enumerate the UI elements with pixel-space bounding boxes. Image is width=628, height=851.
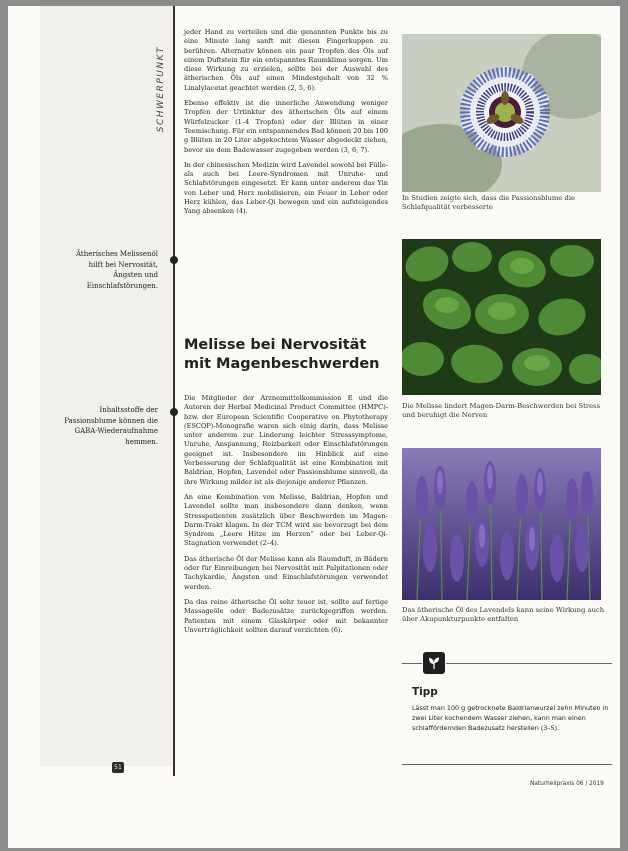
tip-rule-left	[402, 663, 422, 664]
section-label: SCHWERPUNKT	[156, 46, 166, 133]
plant-leaf-icon	[423, 652, 445, 674]
body-column-top	[184, 28, 388, 223]
tip-rule-bottom	[402, 764, 612, 765]
page-number: 51	[112, 762, 124, 773]
body-paragraph: In der chinesischen Medizin wird Lavendel sowohl bei Fülle- als auch bei Leere-Syndromen mit Unruhe- und Schlafstörungen eingesetzt. Er kann unter anderem das Yin von Leber und Herz mobilisieren, ein Feuer in Leber oder Herz kühlen, das Leber-Qi bewegen und ein aufsteigendes Yang absenken (4).	[184, 160, 388, 216]
body-paragraph: An eine Kombination von Melisse, Baldrian, Hopfen und Lavendel sollte man insbesondere dann denken, wenn Stresspatienten zusätzlich über Beschwerden im Magen-Darm-Trakt klagen. In der TCM wird sie bevorzugt bei dem Syndrom „Leere Hitze im Herzen“ oder bei Leber-Qi-Stagnation verwendet (2–4).	[184, 492, 388, 548]
section-divider-rule	[173, 6, 175, 776]
tip-text: Lässt man 100 g getrocknete Baldrianwurzel zehn Minuten in zwei Liter kochendem Wasser ziehen, kann man einen schlaffördernden Badezusatz herstellen (3–5).	[412, 704, 609, 732]
lavender-caption: Das ätherische Öl des Lavendels kann seine Wirkung auch über Akupunkturpunkte entfalten	[402, 606, 605, 623]
journal-footer: Naturheilpraxis 06 / 2019	[530, 781, 604, 787]
margin-note-bullet	[170, 408, 178, 416]
passionflower-caption: In Studien zeigte sich, dass die Passionsblume die Schlafqualität verbesserte	[402, 194, 576, 211]
tip-rule-right	[446, 663, 612, 664]
passionflower-photo	[402, 34, 601, 192]
body-column-bottom	[184, 394, 388, 641]
body-paragraph: jeder Hand zu verteilen und die genannten Punkte bis zu eine Minute lang sanft mit diesen Fingerkuppen zu berühren. Alternativ können ein paar Tropfen des Öls auf einem Duftstein für ein entspanntes Raumklima sorgen. Um diese Wirkung zu erzielen, sollte bei der Auswahl des ätherischen Öls auf einen Mindestgehalt von 32 % Linalylacetat geachtet werden (2, 5, 6).	[184, 28, 388, 92]
lemon-balm-caption: Die Melisse lindert Magen-Darm-Beschwerden bei Stress und beruhigt die Nerven	[402, 402, 601, 419]
body-paragraph: Die Mitglieder der Arzneimittelkommission E und die Autoren der Herbal Medicinal Product Committee (HMPC)- bzw. der European Scientific Cooperative on Phytotherapy (ESCOP)-Monografie waren sich einig darin, dass Melisse unter anderem zur Linderung leichter Stresssymptome, Unruhe, Anspannung, Reizbarkeit oder Einschlafstörungen geeignet ist. Insbesondere im Hinblick auf eine Verbesserung der Schlafqualität ist eine Kombination mit Baldrian, Hopfen, Lavendel oder Passionsblume sinnvoll, da ihre Wirkung milder ist als diejenige anderer Pflanzen.	[184, 394, 388, 486]
magazine-page	[8, 6, 620, 848]
body-paragraph: Ebenso effektiv ist die innerliche Anwendung weniger Tropfen der Urtinktur des ätherischen Öls auf einem Würfelzucker (1–4 Tropfen) oder der Blüten in einer Teemischung. Für ein entspannendes Bad können 20 bis 100 g Blüten in 20 Liter abgekochtem Wasser abgedeckt ziehen, bevor sie dem Badewasser zugegeben werden (3, 6, 7).	[184, 99, 388, 154]
margin-note-passionsblume: Inhaltsstoffe der Passionsblume können die GABA-Wiederaufnahme hemmen.	[64, 406, 158, 446]
lavender-photo	[402, 448, 601, 600]
tip-title: Tipp	[412, 686, 438, 698]
body-paragraph: Da das reine ätherische Öl sehr teuer ist, sollte auf fertige Massageöle oder Badezusätze zurückgegriffen werden. Patienten mit einem Glaskörper oder mit bekannter Unverträglichkeit sollten darauf verzichten (6).	[184, 597, 388, 634]
section-heading: Melisse bei Nervosität mit Magenbeschwerden	[184, 337, 380, 372]
body-paragraph: Das ätherische Öl der Melisse kann als Raumduft, in Bädern oder für Einreibungen bei Nervosität mit Palpitationen oder Tachykardie, Ängsten und Einschlafstörungen verwendet werden.	[184, 554, 388, 591]
lemon-balm-photo	[402, 239, 601, 395]
margin-column-background	[40, 6, 173, 766]
margin-note-bullet	[170, 256, 178, 264]
margin-note-melisse: Ätherisches Melissenöl hilft bei Nervosität, Ängsten und Einschlafstörungen.	[75, 250, 158, 290]
